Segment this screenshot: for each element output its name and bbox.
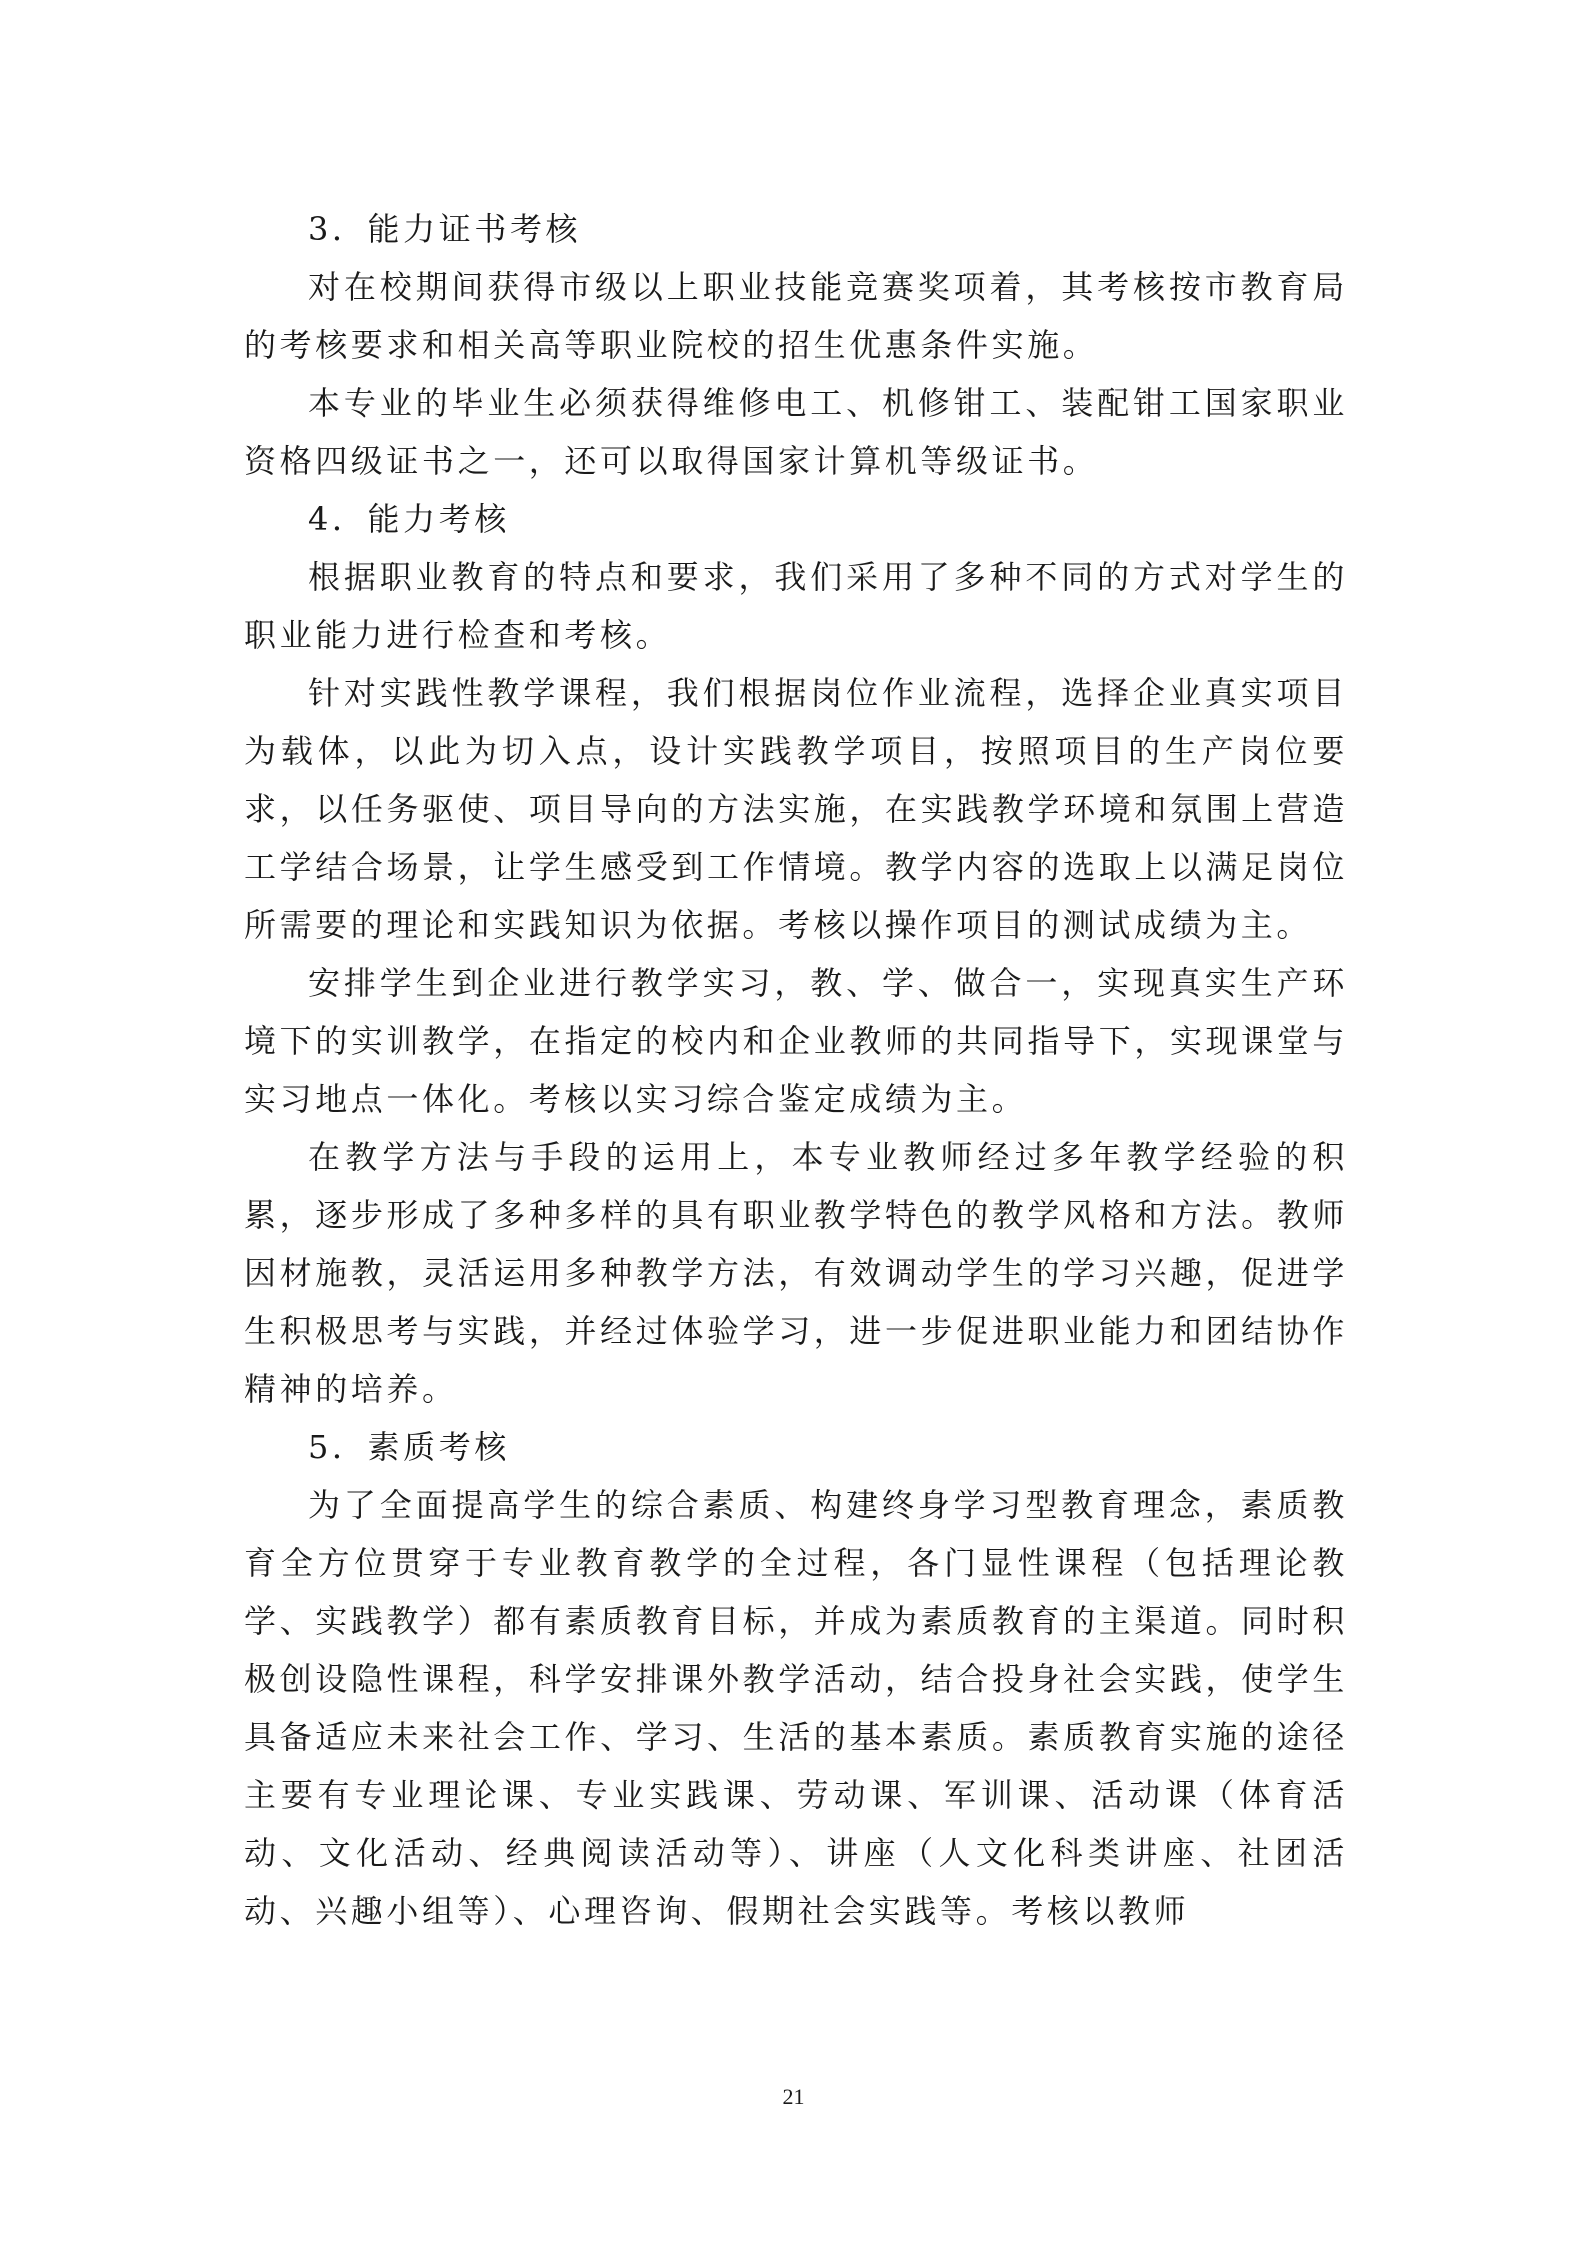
section-heading-quality-assessment: 5．素质考核 [308,1428,510,1466]
page-number: 21 [782,2084,805,2109]
paragraph-practical-courses: 针对实践性教学课程，我们根据岗位作业流程，选择企业真实项目为载体，以此为切入点，设计实践教学项目，按照项目的生产岗位要求，以任务驱使、项目导向的方法实施，在实践教学环境和氛围上营造工学结合场景，让学生感受到工作情境。教学内容的选取上以满足岗位所需要的理论和实践知识为依据。考核以操作项目的测试成绩为主。 [244,674,1348,944]
paragraph-enterprise-internship: 安排学生到企业进行教学实习，教、学、做合一，实现真实生产环境下的实训教学，在指定的校内和企业教师的共同指导下，实现课堂与实习地点一体化。考核以实习综合鉴定成绩为主。 [244,964,1348,1118]
paragraph-teaching-methods: 在教学方法与手段的运用上，本专业教师经过多年教学经验的积累，逐步形成了多种多样的具有职业教学特色的教学风格和方法。教师因材施教，灵活运用多种教学方法，有效调动学生的学习兴趣，促进学生积极思考与实践，并经过体验学习，进一步促进职业能力和团结协作精神的培养。 [244,1138,1348,1408]
document-body [244,200,1348,1940]
section-heading-ability-assessment: 4．能力考核 [308,500,510,538]
paragraph-graduate-certificates: 本专业的毕业生必须获得维修电工、机修钳工、装配钳工国家职业资格四级证书之一，还可以取得国家计算机等级证书。 [244,384,1348,480]
section-heading-certificate-assessment: 3．能力证书考核 [308,210,582,248]
paragraph-assessment-methods: 根据职业教育的特点和要求，我们采用了多种不同的方式对学生的职业能力进行检查和考核。 [244,558,1348,654]
paragraph-quality-education: 为了全面提高学生的综合素质、构建终身学习型教育理念，素质教育全方位贯穿于专业教育教学的全过程，各门显性课程（包括理论教学、实践教学）都有素质教育目标，并成为素质教育的主渠道。同时积极创设隐性课程，科学安排课外教学活动，结合投身社会实践，使学生具备适应未来社会工作、学习、生活的基本素质。素质教育实施的途径主要有专业理论课、专业实践课、劳动课、军训课、活动课（体育活动、文化活动、经典阅读活动等）、讲座（人文化科类讲座、社团活动、兴趣小组等）、心理咨询、假期社会实践等。考核以教师 [244,1486,1348,1930]
paragraph-competition-awards: 对在校期间获得市级以上职业技能竞赛奖项着，其考核按市教育局的考核要求和相关高等职业院校的招生优惠条件实施。 [244,268,1348,364]
